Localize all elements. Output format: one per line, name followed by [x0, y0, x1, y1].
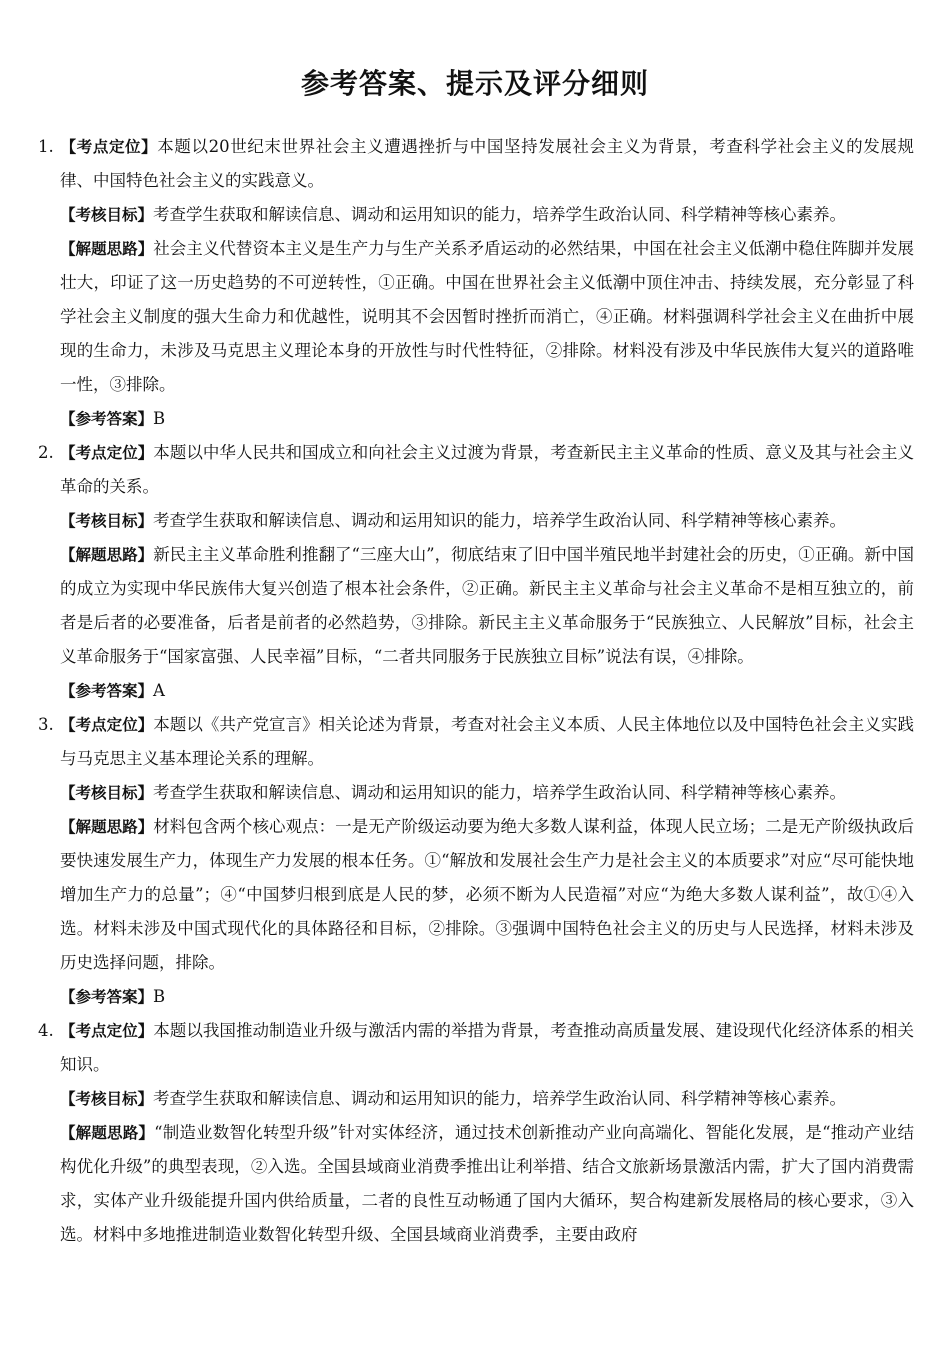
mubiao-text: 考查学生获取和解读信息、调动和运用知识的能力，培养学生政治认同、科学精神等核心素养。: [153, 1089, 847, 1108]
kaodian-text: 本题以中华人民共和国成立和向社会主义过渡为背景，考查新民主主义革命的性质、意义及其与社会主义革命的关系。: [60, 443, 914, 496]
silu-paragraph: [38, 232, 914, 402]
answer-label: 【参考答案】: [60, 410, 154, 428]
mubiao-label: 【考核目标】: [60, 512, 154, 530]
page-title: 参考答案、提示及评分细则: [300, 67, 649, 100]
kaodian-label: 【考点定位】: [60, 716, 154, 734]
silu-text: “制造业数智化转型升级”针对实体经济，通过技术创新推动产业向高端化、智能化发展，是“推动产业结构优化升级”的典型表现，②入选。全国县域商业消费季推出让利举措、结合文旅新场景激活内需，扩大了国内消费需求，实体产业升级能提升国内供给质量，二者的良性互动畅通了国内大循环，契合构建新发展格局的核心要求，③入选。材料中多地推进制造业数智化转型升级、全国县域商业消费季，主要由政府: [60, 1123, 914, 1244]
silu-text: 新民主主义革命胜利推翻了“三座大山”，彻底结束了旧中国半殖民地半封建社会的历史，①正确。新中国的成立为实现中华民族伟大复兴创造了根本社会条件，②正确。新民主主义革命与社会主义革命不是相互独立的，前者是后者的必要准备，后者是前者的必然趋势，③排除。新民主主义革命服务于“民族独立、人民解放”目标，社会主义革命服务于“国家富强、人民幸福”目标，“二者共同服务于民族独立目标”说法有误，④排除。: [60, 545, 914, 666]
mubiao-text: 考查学生获取和解读信息、调动和运用知识的能力，培养学生政治认同、科学精神等核心素养。: [153, 205, 847, 224]
kaodian-paragraph: [38, 436, 914, 504]
question-number: 1.: [38, 137, 54, 156]
kaodian-label: 【考点定位】: [60, 138, 158, 156]
kaodian-paragraph: [38, 130, 914, 198]
mubiao-label: 【考核目标】: [60, 784, 154, 802]
question-number: 4.: [38, 1021, 54, 1040]
kaodian-label: 【考点定位】: [60, 1022, 154, 1040]
silu-paragraph: [38, 538, 914, 674]
mubiao-paragraph: [38, 504, 914, 538]
kaodian-label: 【考点定位】: [60, 444, 154, 462]
kaodian-paragraph: [38, 1014, 914, 1082]
answer-value: B: [153, 409, 166, 428]
mubiao-paragraph: [38, 1082, 914, 1116]
answer-content: [38, 130, 914, 1252]
silu-label: 【解题思路】: [60, 1124, 155, 1142]
silu-text: 社会主义代替资本主义是生产力与生产关系矛盾运动的必然结果，中国在社会主义低潮中稳住阵脚并发展壮大，印证了这一历史趋势的不可逆转性，①正确。中国在世界社会主义低潮中顶住冲击、持续发展，充分彰显了科学社会主义制度的强大生命力和优越性，说明其不会因暂时挫折而消亡，④正确。材料强调科学社会主义在曲折中展现的生命力，未涉及马克思主义理论本身的开放性与时代性特征，②排除。材料没有涉及中华民族伟大复兴的道路唯一性，③排除。: [60, 239, 914, 394]
kaodian-paragraph: [38, 708, 914, 776]
question-1: [38, 130, 914, 436]
answer-paragraph: [38, 674, 914, 708]
silu-paragraph: [38, 1116, 914, 1252]
mubiao-paragraph: [38, 198, 914, 232]
question-3: [38, 708, 914, 1014]
mubiao-label: 【考核目标】: [60, 1090, 154, 1108]
silu-text: 材料包含两个核心观点：一是无产阶级运动要为绝大多数人谋利益，体现人民立场；二是无产阶级执政后要快速发展生产力，体现生产力发展的根本任务。①“解放和发展社会生产力是社会主义的本质要求”对应“尽可能快地增加生产力的总量”；④“中国梦归根到底是人民的梦，必须不断为人民造福”对应“为绝大多数人谋利益”，故①④入选。材料未涉及中国式现代化的具体路径和目标，②排除。③强调中国特色社会主义的历史与人民选择，材料未涉及历史选择问题，排除。: [60, 817, 914, 972]
answer-value: A: [153, 681, 165, 700]
silu-label: 【解题思路】: [60, 818, 154, 836]
mubiao-paragraph: [38, 776, 914, 810]
mubiao-label: 【考核目标】: [60, 206, 154, 224]
silu-label: 【解题思路】: [60, 240, 154, 258]
mubiao-text: 考查学生获取和解读信息、调动和运用知识的能力，培养学生政治认同、科学精神等核心素养。: [153, 783, 847, 802]
answer-label: 【参考答案】: [60, 988, 154, 1006]
silu-paragraph: [38, 810, 914, 980]
kaodian-text: 本题以20世纪末世界社会主义遭遇挫折与中国坚持发展社会主义为背景，考查科学社会主义的发展规律、中国特色社会主义的实践意义。: [60, 137, 914, 190]
question-4: [38, 1014, 914, 1252]
silu-label: 【解题思路】: [60, 546, 154, 564]
kaodian-text: 本题以《共产党宣言》相关论述为背景，考查对社会主义本质、人民主体地位以及中国特色社会主义实践与马克思主义基本理论关系的理解。: [60, 715, 914, 768]
answer-paragraph: [38, 980, 914, 1014]
answer-label: 【参考答案】: [60, 682, 154, 700]
mubiao-text: 考查学生获取和解读信息、调动和运用知识的能力，培养学生政治认同、科学精神等核心素养。: [153, 511, 847, 530]
answer-value: B: [153, 987, 166, 1006]
question-number: 3.: [38, 715, 54, 734]
kaodian-text: 本题以我国推动制造业升级与激活内需的举措为背景，考查推动高质量发展、建设现代化经济体系的相关知识。: [60, 1021, 914, 1074]
question-number: 2.: [38, 443, 54, 462]
answer-paragraph: [38, 402, 914, 436]
question-2: [38, 436, 914, 708]
